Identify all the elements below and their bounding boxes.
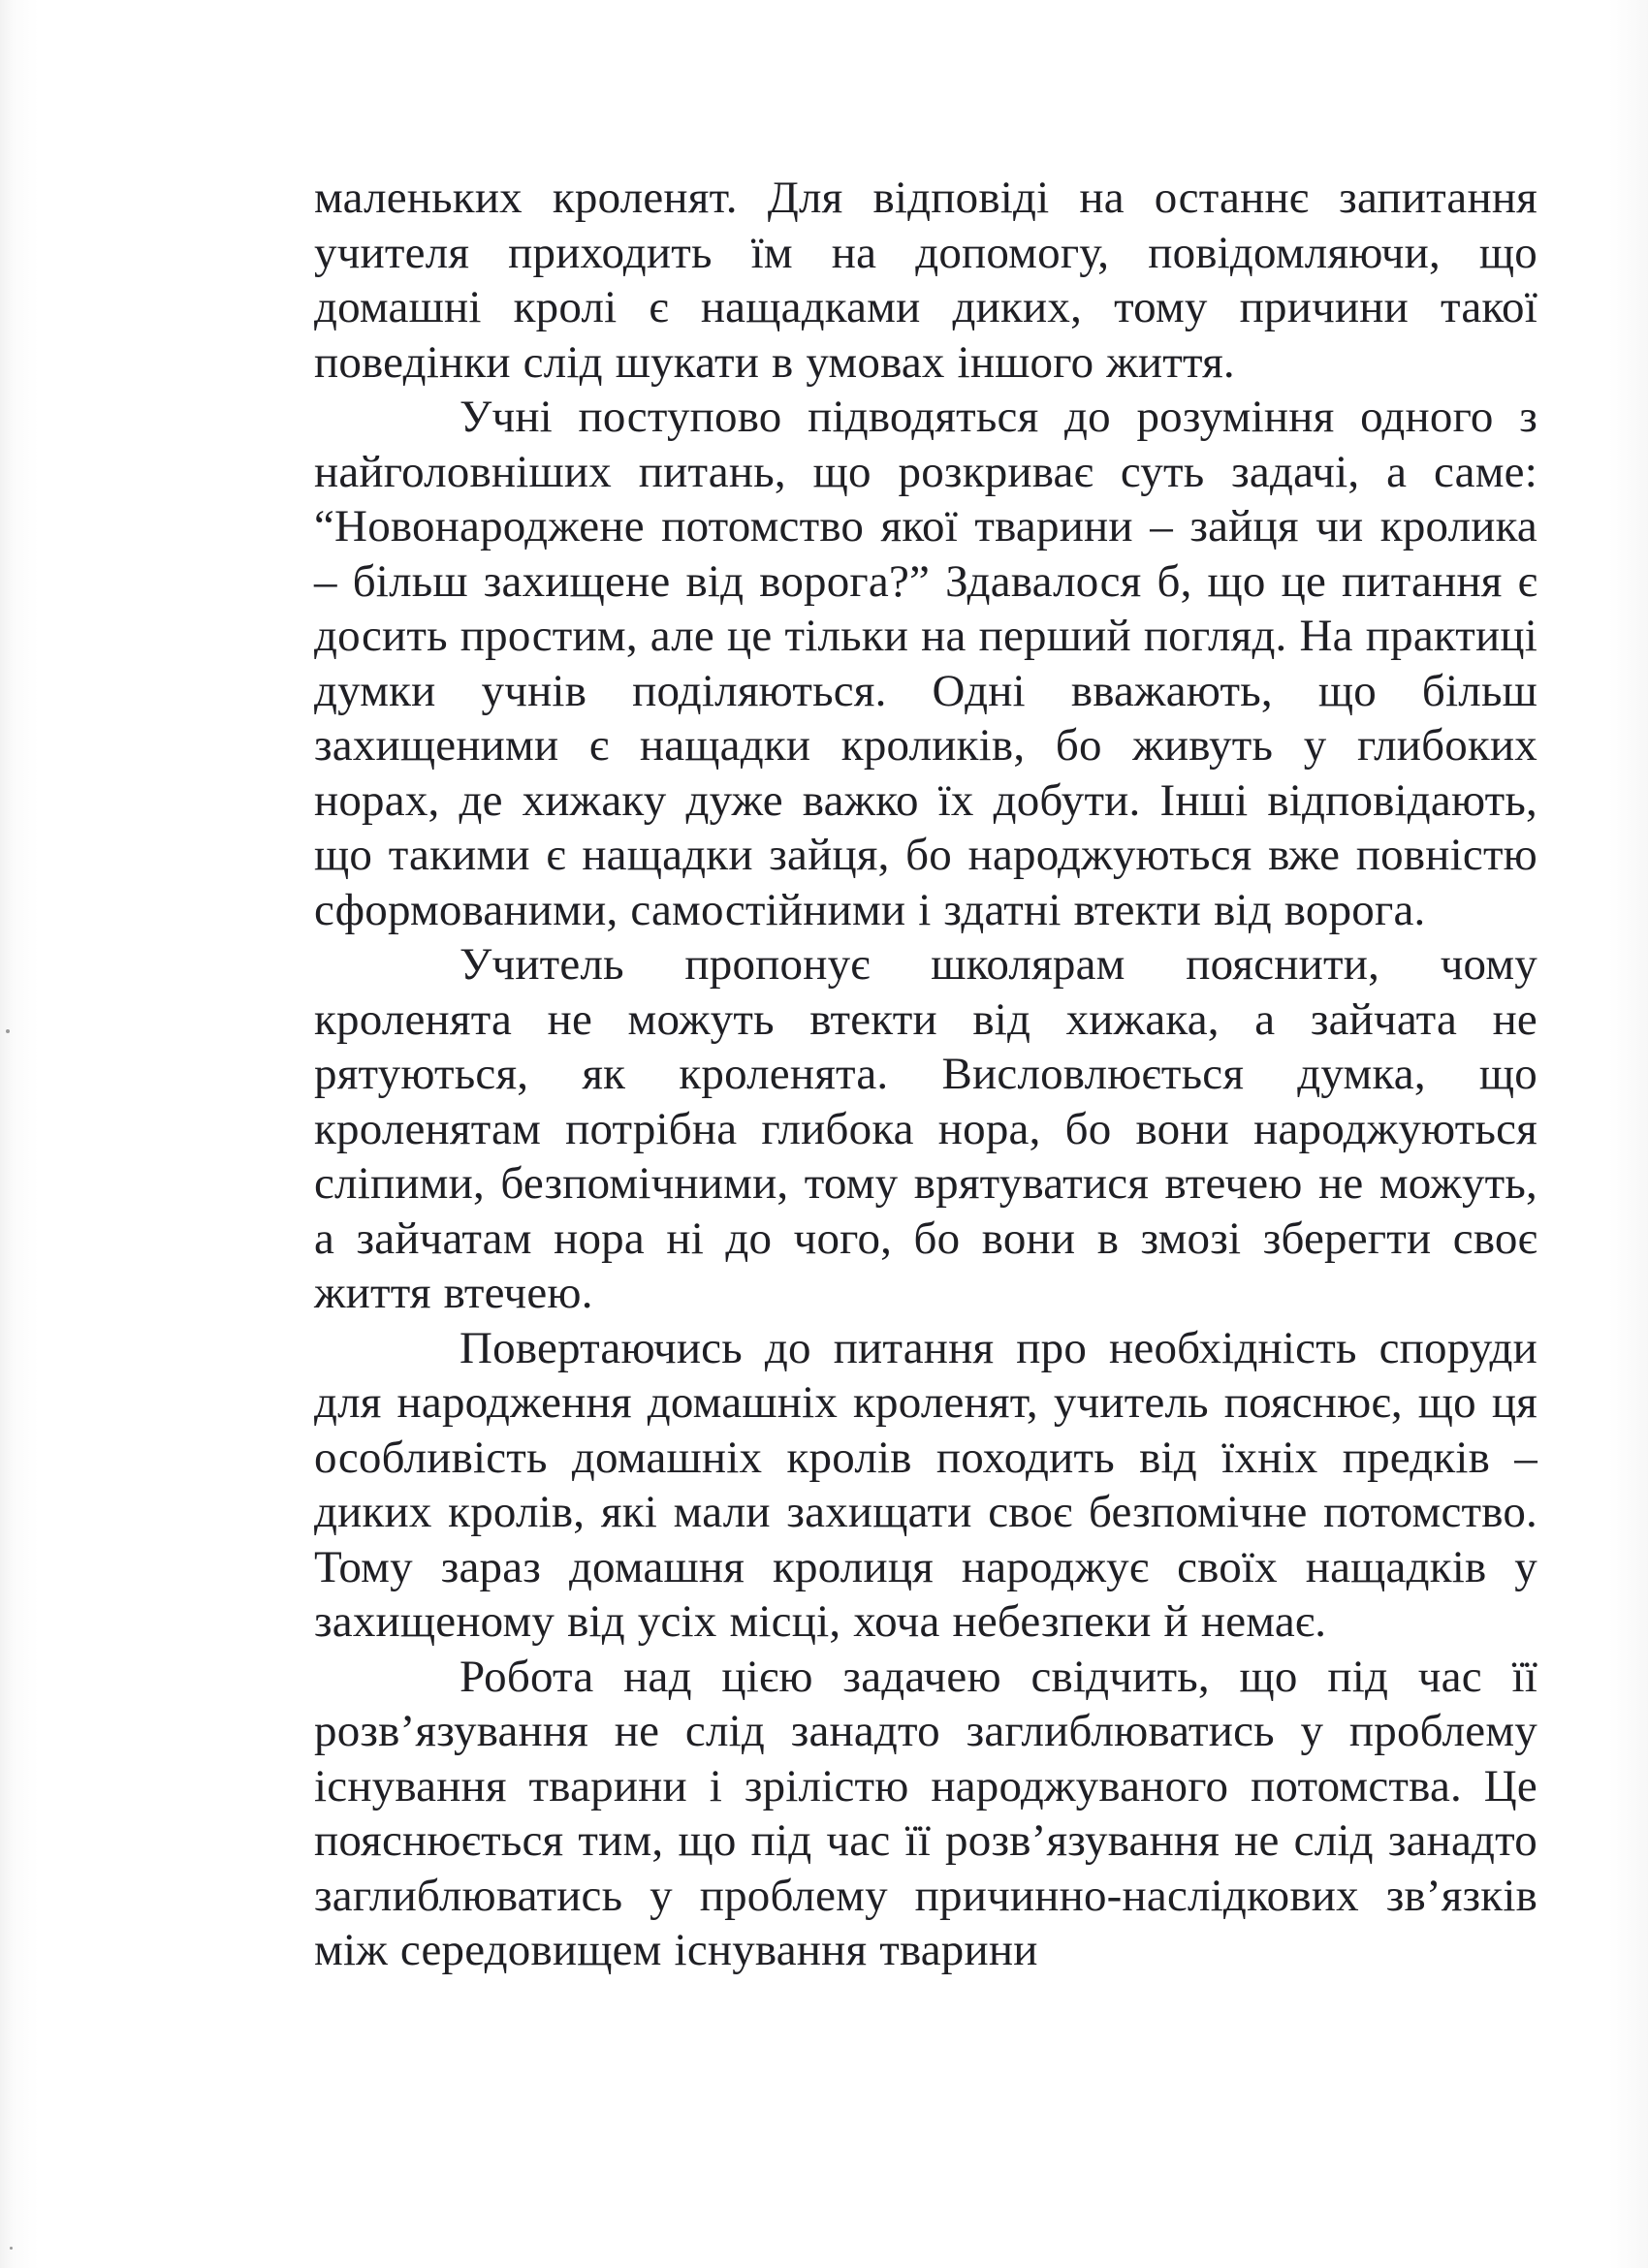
paragraph-teacher-proposal: Учитель пропонує школярам пояснити, чому кроленята не можуть втекти від хижака, а зайчата не рятуються, як кроленята. Висловлюється думка, що кроленятам потрібна глибока нора, бо вони народжуються сліпими, безпомічними, тому врятуватися втечею не можуть, а зайчатам нора ні до чого, бо вони в змозі зберегти своє життя втечею. (314, 939, 1537, 1318)
paragraph-return-to-question: Повертаючись до питання про необхідність споруди для народження домашніх кроленят, учитель пояснює, що ця особливість домашніх кролів походить від їхніх предків – диких кролів, які мали захищати своє безпомічне потомство. Тому зараз домашня кролиця народжує своїх нащадків у захищеному від усіх місці, хоча небезпеки й немає. (314, 1322, 1537, 1647)
paragraph-protection-question: Учні поступово підводяться до розуміння одного з найголовніших питань, що розкриває суть задачі, а саме: “Новонароджене потомство якої тварини – зайця чи кролика – більш захищене від ворога?” Здавалося б, що це питання є досить простим, але це тільки на перший погляд. На практиці думки учнів поділяються. Одні вважають, що більш захищеними є нащадки кроликів, бо живуть у глибоких норах, де хижаку дуже важко їх добути. Інші відповідають, що такими є нащадки зайця, бо народжуються вже повністю сформованими, самостійними і здатні втекти від ворога. (314, 392, 1537, 935)
scan-speck (10, 2247, 13, 2250)
scan-speck (6, 1029, 10, 1033)
paragraph-conclusion: Робота над цією задачею свідчить, що під час її розв’язування не слід занадто заглиблюватись у проблему існування тварини і зрілістю народжуваного потомства. Це пояснюється тим, що під час її розв’язування не слід занадто заглиблюватись у проблему причинно-наслідкових зв’язків між середовищем існування тварини (314, 1651, 1537, 1975)
paragraph-continuation: маленьких кроленят. Для відповіді на останнє запитання учителя приходить їм на допомогу, повідомляючи, що домашні кролі є нащадками диких, тому причини такої поведінки слід шукати в умовах іншого життя. (314, 173, 1537, 388)
body-text (314, 171, 1537, 1978)
